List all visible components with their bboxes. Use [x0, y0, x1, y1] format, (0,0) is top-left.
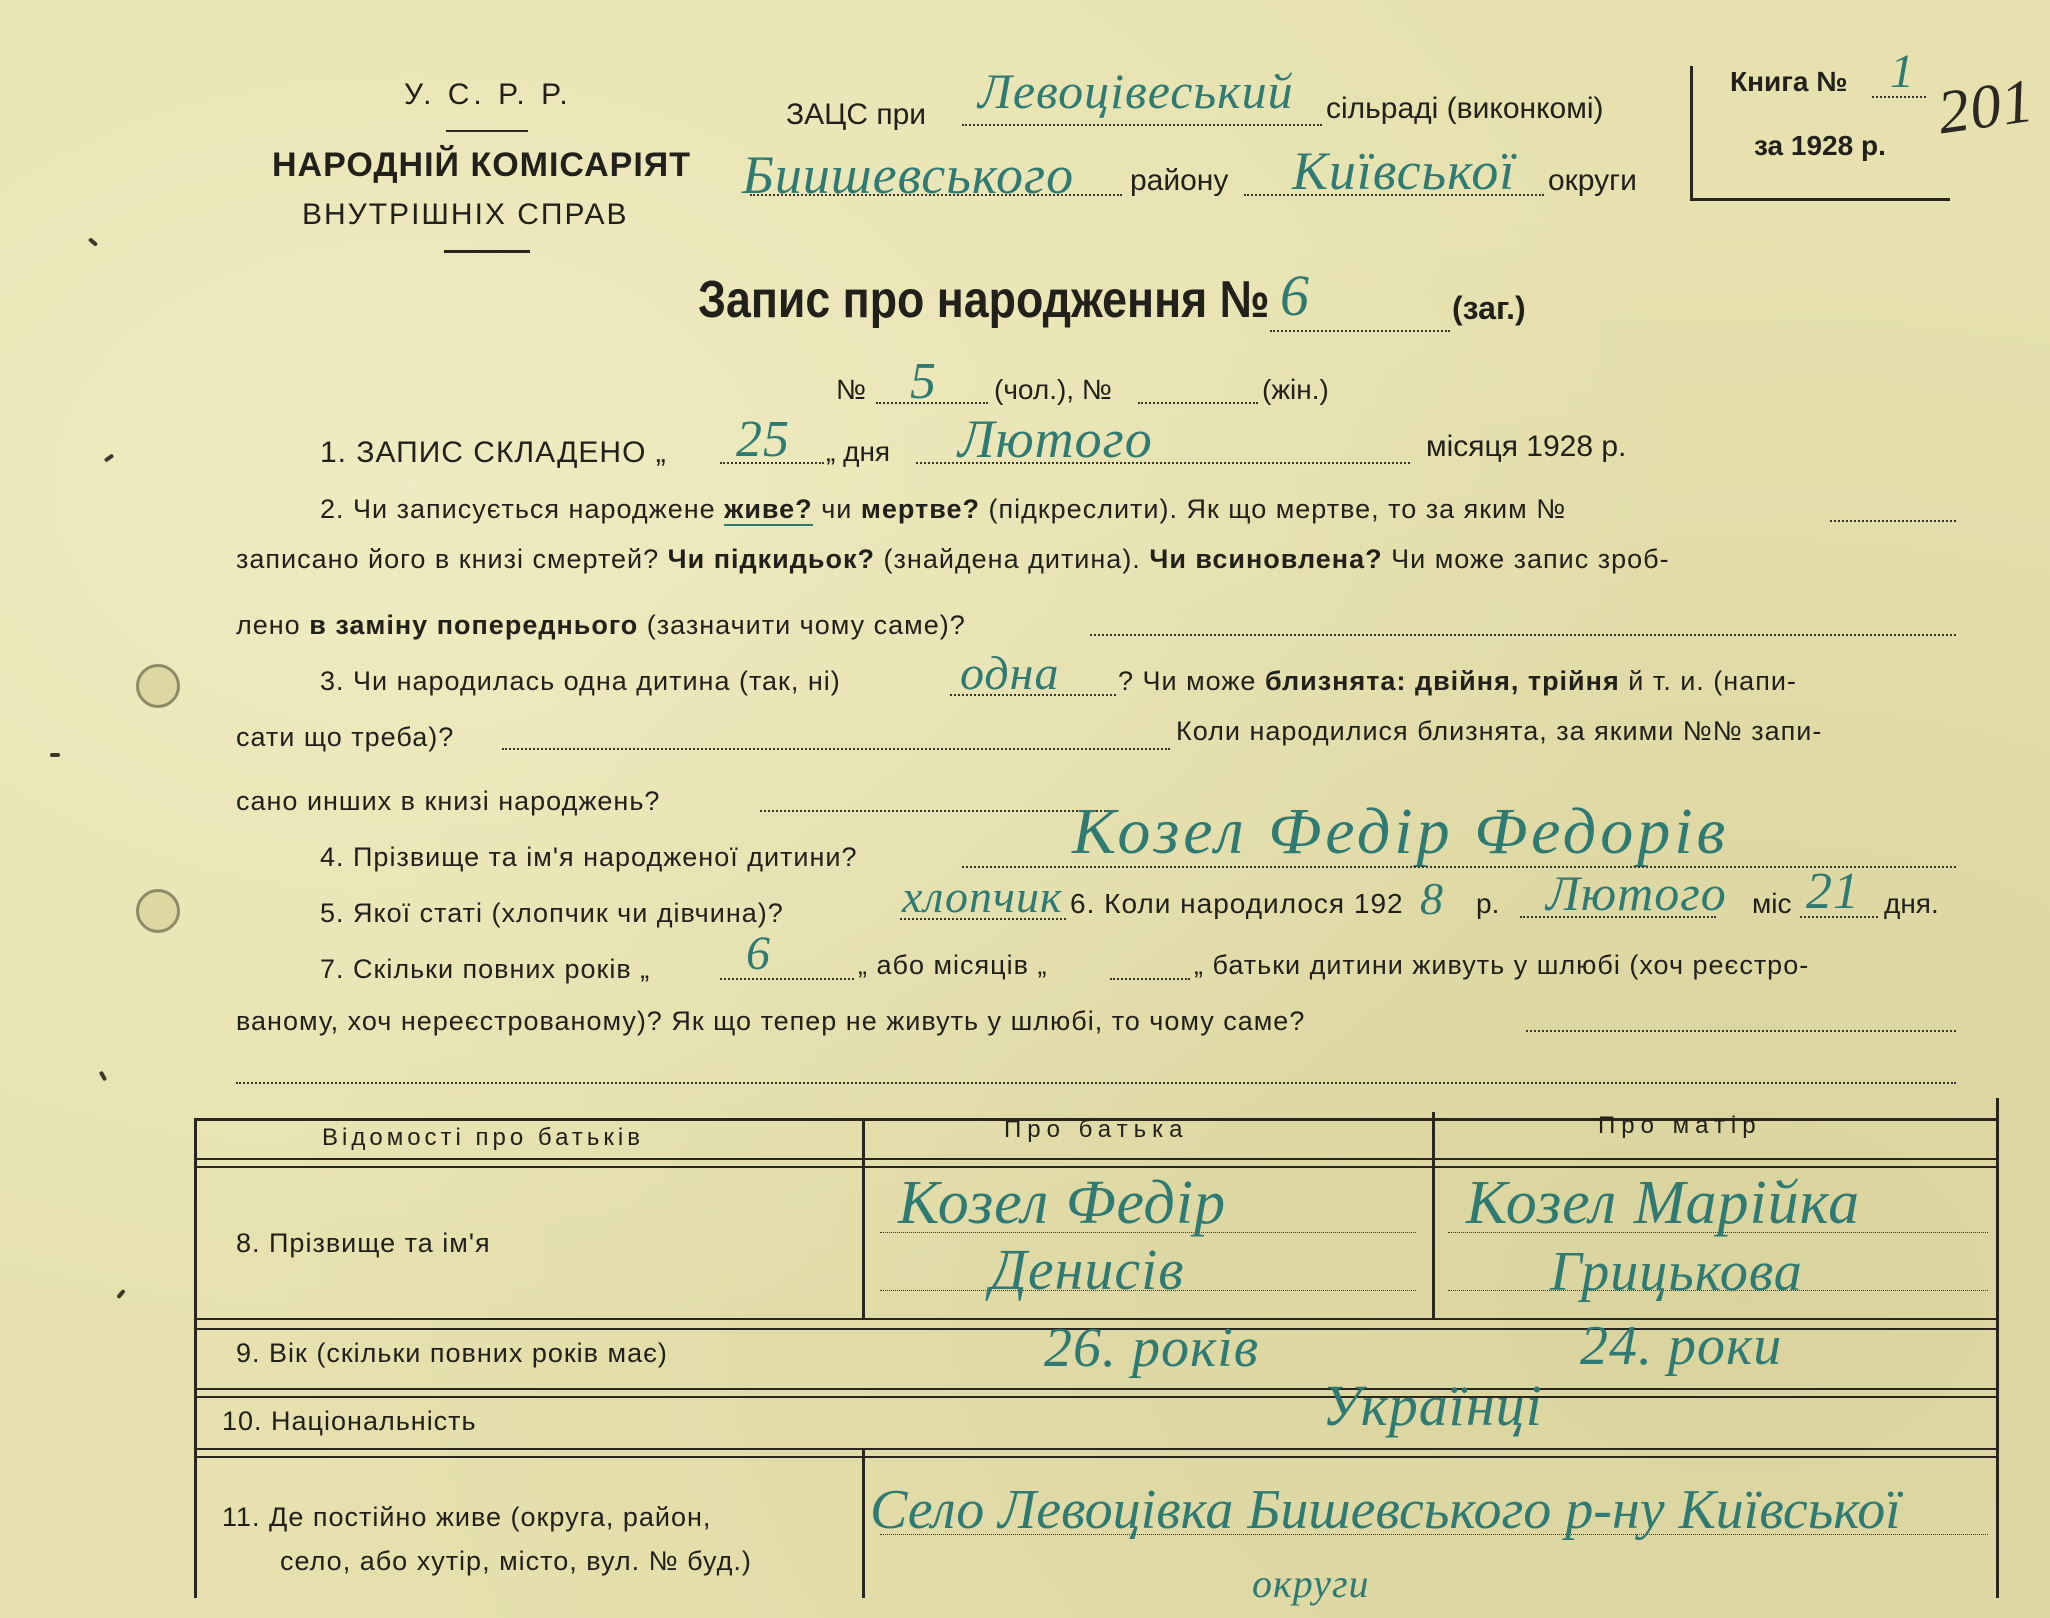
q5-label: 5. Якої статі (хлопчик чи дівчина)?	[320, 898, 784, 928]
table-col-divider-2	[1432, 1112, 1435, 1318]
record-number-suffix: (заг.)	[1452, 290, 1526, 326]
q2-line1-c: (підкреслити). Як що мертве, то за яким №	[988, 494, 1567, 524]
q1-suffix: місяця 1928 р.	[1426, 430, 1627, 463]
q3-line2-a: сати що треба)?	[236, 722, 455, 752]
male-number-label: (чол.), №	[994, 374, 1112, 405]
book-box-left	[1690, 66, 1693, 200]
q2-line2	[236, 544, 1670, 575]
father-patronymic-handwritten: Денисів	[990, 1237, 1185, 1302]
father-age-handwritten: 26. років	[1044, 1317, 1260, 1379]
q7-years-line	[720, 978, 854, 980]
district-line	[750, 194, 1122, 196]
mother-surname-handwritten: Козел Марійка	[1466, 1169, 1861, 1237]
q1-day-handwritten: 25	[736, 411, 790, 468]
q3-line1-rest	[1118, 666, 1797, 697]
row-age-label: 9. Вік (скільки повних років має)	[236, 1338, 668, 1368]
q2-death-number-line	[1830, 520, 1956, 522]
book-box-bottom	[1690, 198, 1950, 201]
record-title: Запис про народження №	[698, 271, 1270, 329]
table-col-divider-1b	[862, 1448, 865, 1598]
q2-line1	[320, 494, 1566, 525]
q2-line2-b: (знайдена дитина).	[883, 544, 1141, 574]
q3-line1-c: й т. и. (напи-	[1628, 666, 1797, 696]
table-right-border	[1996, 1098, 1999, 1598]
q3-twins: близнята: двійня, трійня	[1264, 666, 1620, 696]
village-council-line	[962, 124, 1322, 126]
male-number-handwritten: 5	[910, 353, 937, 410]
district-handwritten: Биишевського	[742, 145, 1075, 205]
okrug-line	[1244, 194, 1544, 196]
q3-other-numbers-line	[760, 810, 1110, 812]
q6-label-b: р.	[1476, 888, 1500, 919]
table-row-rule-3	[194, 1448, 1996, 1450]
q2-alive: живе?	[724, 494, 813, 524]
district-label: району	[1130, 164, 1229, 197]
row-residence-label-2: село, або хутір, місто, вул. № буд.)	[280, 1546, 752, 1576]
female-number-line	[1138, 402, 1258, 404]
q3-line1-b: ? Чи може	[1118, 666, 1257, 696]
okrug-handwritten: Київської	[1292, 141, 1516, 201]
q2-foundling: Чи підкидьок?	[667, 544, 876, 574]
q6-day-line	[1800, 916, 1878, 918]
q2-line3-a: лено	[236, 610, 301, 640]
q2-line2-c: Чи може запис зроб-	[1391, 544, 1670, 574]
table-left-border	[194, 1118, 197, 1598]
q2-line3	[236, 610, 966, 641]
q4-label: 4. Прізвище та ім'я народженої дитини?	[320, 842, 858, 872]
q2-replacement: в заміну попереднього	[309, 610, 639, 640]
q2-line3-b: (зазначити чому саме)?	[646, 610, 966, 640]
q1-prefix: 1. ЗАПИС СКЛАДЕНО „	[320, 436, 667, 469]
margin-mark	[104, 453, 114, 462]
village-council-label: сільраді (виконкомі)	[1326, 92, 1604, 125]
margin-mark	[116, 1289, 125, 1299]
q3-answer-line	[950, 694, 1116, 696]
q7-years-handwritten: 6	[746, 927, 771, 980]
q7-reason-line-2	[236, 1082, 1956, 1084]
residence-handwritten: Село Левоцівка Бишевського р-ну Київської	[870, 1479, 1901, 1541]
q6-month-handwritten: Лютого	[1546, 865, 1727, 921]
q1-day-label: „ дня	[826, 436, 891, 467]
table-row-rule-2b	[194, 1396, 1996, 1398]
margin-mark	[99, 1071, 107, 1082]
binder-hole	[136, 889, 180, 933]
row-name-label: 8. Прізвище та ім'я	[236, 1228, 491, 1258]
mother-patronymic-handwritten: Грицькова	[1550, 1241, 1803, 1303]
q5-answer-line	[900, 918, 1066, 920]
village-council-handwritten: Левоцівеський	[978, 63, 1294, 119]
book-year: за 1928 р.	[1754, 130, 1886, 161]
q1-day-line	[720, 462, 824, 464]
q3-answer-handwritten: одна	[960, 647, 1060, 700]
q7-line1-a: 7. Скільки повних років „	[320, 954, 651, 984]
q6-month-line	[1520, 916, 1716, 918]
zatss-label: ЗАЦС при	[786, 98, 927, 131]
book-number-handwritten: 1	[1890, 45, 1915, 98]
margin-mark	[88, 237, 98, 246]
subnumber-no-label: №	[836, 374, 867, 405]
table-header-father: Про батька	[1004, 1116, 1189, 1143]
q6-label-a: 6. Коли народилося 192	[1070, 888, 1404, 919]
male-number-line	[876, 402, 988, 404]
binder-hole	[136, 664, 180, 708]
q7-months-line	[1110, 978, 1190, 980]
q1-month-line	[916, 462, 1410, 464]
q3-twins-line	[502, 748, 1170, 750]
header-divider	[444, 250, 530, 253]
page-number-handwritten: 201	[1933, 66, 2039, 148]
q3-line1-a: 3. Чи народилась одна дитина (так, ні)	[320, 666, 841, 696]
q3-line3: сано инших в книзі народжень?	[236, 786, 661, 816]
q6-label-c: міс	[1752, 888, 1792, 919]
table-header-mother: Про матір	[1598, 1112, 1762, 1139]
record-number-handwritten: 6	[1280, 263, 1310, 328]
q6-year-handwritten: 8	[1420, 873, 1444, 924]
header-divider	[446, 130, 528, 132]
q1-month-handwritten: Лютого	[958, 409, 1153, 469]
q7-reason-line	[1526, 1030, 1956, 1032]
table-row-rule-3b	[194, 1456, 1996, 1458]
q7-line1-c: „ батьки дитини живуть у шлюбі (хоч реєстро-	[1194, 950, 1810, 980]
q4-answer-handwritten: Козел Федір Федорів	[1072, 795, 1730, 868]
okrug-label: округи	[1548, 164, 1637, 197]
book-label: Книга №	[1730, 66, 1848, 97]
residence-okrug-handwritten: округи	[1252, 1561, 1370, 1606]
book-number-line	[1872, 96, 1926, 98]
row-residence-label-1: 11. Де постійно живе (округа, район,	[222, 1502, 712, 1532]
table-row-rule-2	[194, 1388, 1996, 1390]
record-number-line	[1270, 330, 1450, 332]
q3-line2-b: Коли народилися близнята, за якими №№ запи-	[1176, 716, 1823, 746]
q2-replacement-line	[1090, 634, 1956, 636]
father-surname-handwritten: Козел Федір	[898, 1169, 1227, 1237]
table-col-divider-1	[862, 1118, 865, 1318]
q2-adopted: Чи всиновлена?	[1149, 544, 1383, 574]
row-nationality-label: 10. Національність	[222, 1406, 477, 1436]
q7-line1-b: „ або місяців „	[858, 950, 1048, 980]
table-header-rule	[194, 1158, 1996, 1160]
female-number-label: (жін.)	[1262, 374, 1329, 405]
q6-label-d: дня.	[1884, 888, 1939, 919]
q7-line2: ваному, хоч нереєстрованому)? Як що тепер не живуть у шлюбі, то чому саме?	[236, 1006, 1306, 1036]
q2-line1-a: 2. Чи записується народжене	[320, 494, 716, 524]
q2-line1-b: чи	[821, 494, 853, 524]
q6-day-handwritten: 21	[1806, 863, 1860, 920]
department-name: ВНУТРІШНІХ СПРАВ	[302, 198, 629, 231]
table-header-parents: Відомості про батьків	[322, 1124, 644, 1151]
state-name: У. С. Р. Р.	[404, 78, 572, 111]
q2-dead: мертве?	[860, 494, 980, 524]
mother-age-handwritten: 24. роки	[1580, 1315, 1783, 1377]
nationality-handwritten: Українці	[1322, 1373, 1543, 1438]
margin-mark	[50, 753, 60, 757]
q2-line2-a: записано його в книзі смертей?	[236, 544, 660, 574]
commissariat-name: НАРОДНІЙ КОМІСАРІЯТ	[272, 146, 691, 184]
q5-answer-handwritten: хлопчик	[902, 871, 1063, 922]
